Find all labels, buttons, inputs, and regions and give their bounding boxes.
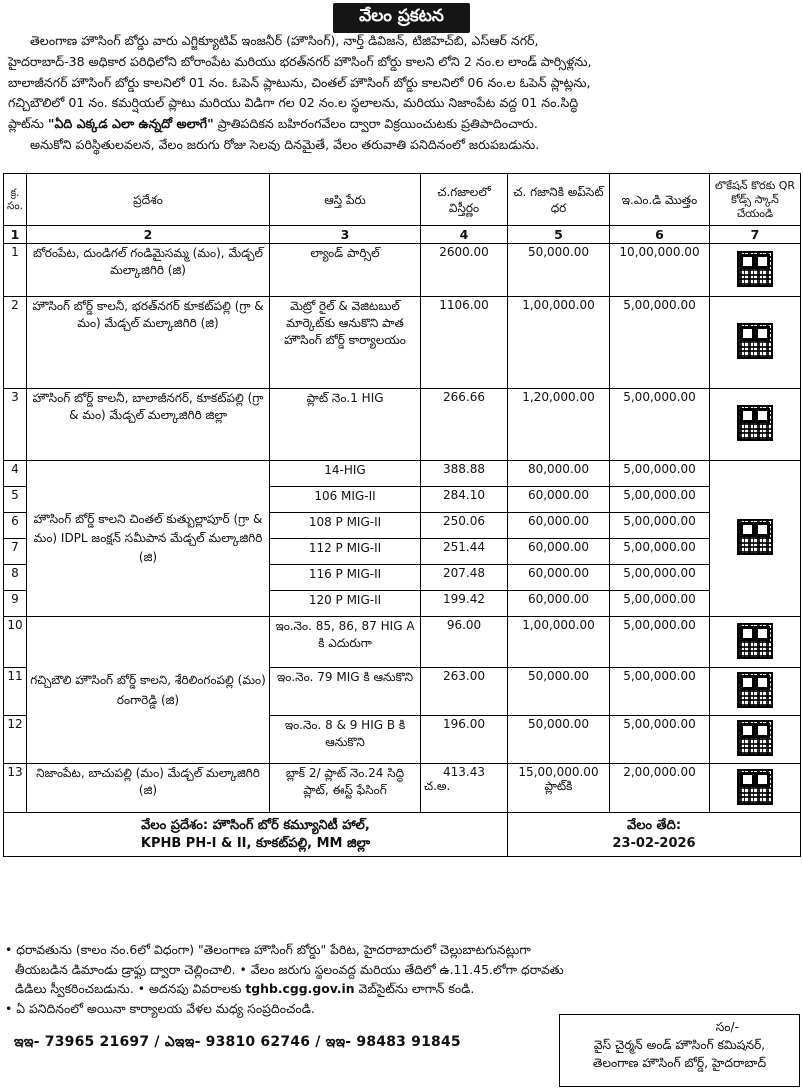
row-emd: 2,00,000.00	[610, 764, 710, 813]
row-sn: 3	[4, 389, 27, 461]
row-upset-price: 1,20,000.00	[508, 389, 610, 461]
row-upset-price: 60,000.00	[508, 539, 610, 565]
location-qr-cell	[710, 461, 801, 617]
location-qr-cell	[710, 244, 801, 297]
intro-line: అనుకోని పరిస్థితులవలన, వేలం జరుగు రోజు సెలవు దినమైతే, వేలం తరువాతి పనిదినంలో జరుపబడును.	[30, 136, 540, 152]
col-number: 3	[270, 226, 421, 244]
col-number: 2	[27, 226, 270, 244]
row-emd: 5,00,000.00	[610, 389, 710, 461]
row-emd: 5,00,000.00	[610, 297, 710, 389]
auction-date-label: వేలం తేది:	[626, 817, 682, 833]
row-sn: 7	[4, 539, 27, 565]
header-row	[4, 174, 801, 226]
row-sn: 8	[4, 565, 27, 591]
row-emd: 5,00,000.00	[610, 716, 710, 764]
intro-line: బాలాజీనగర్ హౌసింగ్ బోర్డు కాలనిలో 01 నం. ఓపెన్ ప్లాటును, చింతల్ హౌసింగ్ బోర్డు కాలనిలో 06 నం.ల ఓపెన్ ప్లాట్లను,	[8, 74, 591, 90]
row-emd: 5,00,000.00	[610, 461, 710, 487]
header-location: ప్రదేశం	[27, 174, 270, 226]
row-property: బ్లాక్ 2/ ప్లాట్ నెం.24 సిద్ధి ప్లాట్, ఈస్ట్ ఫేసింగ్	[270, 764, 421, 813]
intro-line	[8, 114, 795, 135]
intro-line: గచ్చిబౌలిలో 01 నం. కమర్షియల్ ప్లాటు మరియు విడిగా గల 02 నం.ల స్థలాలను, మరియు నిజాంపేట వద్ద 01 నం.సిద్ధి	[8, 95, 579, 111]
row-property: ఇం.నెం. 8 & 9 HIG B కి ఆనుకొని	[270, 716, 421, 764]
auction-date: 23-02-2026	[612, 835, 696, 851]
venue-label: వేలం ప్రదేశం: హౌసింగ్ బోర్ కమ్యూనిటీ హాల్,	[141, 817, 370, 833]
intro-line: తెలంగాణ హౌసింగ్ బోర్డు వారు ఎగ్జిక్యూటివ్ ఇంజనీర్ (హౌసింగ్), నార్త్ డివిజన్, టిజిహెచ్‌బి, ఎస్‌ఆర్ నగర్,	[30, 33, 539, 48]
location-qr-code[interactable]	[737, 519, 773, 555]
row-emd: 5,00,000.00	[610, 487, 710, 513]
row-location: నిజాంపేట, బాచుపల్లి (మం) మేడ్చల్ మల్కాజిగిరి (జి)	[27, 764, 270, 813]
row-sn: 5	[4, 487, 27, 513]
notes	[5, 940, 798, 1018]
header-extent: చ.గజాలలో విస్తీర్ణం	[421, 174, 508, 226]
row-extent: 2600.00	[421, 244, 508, 297]
row-property: 14-HIG	[270, 461, 421, 487]
row-property: 116 P MIG-II	[270, 565, 421, 591]
row-sn: 1	[4, 244, 27, 297]
row-sn: 4	[4, 461, 27, 487]
row-location: హౌసింగ్ బోర్డ్ కాలనీ, బాలాజీనగర్, కూకట్‌పల్లి (గ్రా & మం) మేడ్చల్ మల్కాజిగిరి జిల్లా	[27, 389, 270, 461]
row-extent: 388.88	[421, 461, 508, 487]
row-emd: 5,00,000.00	[610, 591, 710, 617]
header-emd: ఇ.ఎం.డి మొత్తం	[610, 174, 710, 226]
row-extent: 284.10	[421, 487, 508, 513]
table-row	[4, 297, 801, 389]
note-text: డిడిలు స్వీకరించబడును. • అదనపు వివరాలకు	[15, 981, 242, 996]
row-extent: 1106.00	[421, 297, 508, 389]
row-extent: 266.66	[421, 389, 508, 461]
note-line	[5, 979, 798, 999]
location-qr-code[interactable]	[737, 720, 773, 756]
row-upset-price: 60,000.00	[508, 487, 610, 513]
location-qr-code[interactable]	[737, 405, 773, 441]
row-property: 106 MIG-II	[270, 487, 421, 513]
note-line: తీయబడిన డిమాండు డ్రాఫ్టు ద్వారా చెల్లించాలి. • వేలం జరుగు స్థలంవద్ద మరియు తేదిలో ఉ.11.45.లోగా ధరావతు	[15, 961, 564, 977]
notice-title-wrap	[0, 0, 803, 30]
row-extent-cell	[421, 764, 508, 813]
location-qr-code[interactable]	[737, 623, 773, 659]
row-emd: 5,00,000.00	[610, 539, 710, 565]
row-property: 108 P MIG-II	[270, 513, 421, 539]
row-property: 120 P MIG-II	[270, 591, 421, 617]
row-upset-price: 50,000.00	[508, 668, 610, 716]
website-link[interactable]: tghb.cgg.gov.in	[245, 981, 355, 996]
location-qr-cell	[710, 617, 801, 668]
signature-designation: వైస్ చైర్మన్ అండ్ హౌసింగ్ కమిషనర్,	[593, 1038, 766, 1052]
row-upset-price: 15,00,000.00	[518, 765, 599, 779]
row-emd: 5,00,000.00	[610, 617, 710, 668]
venue-row	[4, 813, 801, 857]
row-upset-price: 1,00,000.00	[508, 297, 610, 389]
table-row	[4, 244, 801, 297]
row-upset-price: 80,000.00	[508, 461, 610, 487]
location-qr-code[interactable]	[737, 672, 773, 708]
table-row	[4, 389, 801, 461]
header-sn: క్ర. సం.	[4, 174, 27, 226]
location-qr-cell	[710, 668, 801, 716]
row-emd: 5,00,000.00	[610, 513, 710, 539]
row-sn: 12	[4, 716, 27, 764]
table-row	[4, 764, 801, 813]
header-qr: లొకేషన్ కొరకు QR కోడ్స్ స్కాన్ చేయండి	[710, 174, 801, 226]
row-extent: 196.00	[421, 716, 508, 764]
col-number: 5	[508, 226, 610, 244]
auction-table	[3, 173, 801, 857]
row-location: హౌసింగ్ బోర్డ్ కాలని చింతల్ కుత్బుల్లాపూర్ (గ్రా & మం) IDPL జంక్షన్ సమీపాన మేడ్చల్ మల్కాజిగిరి (జి)	[27, 461, 270, 617]
contact-phones: ఇఇ- 73965 21697 / ఎఇఇ- 93810 62746 / ఇఇ- 98483 91845	[14, 1034, 461, 1050]
header-upset-price: చ. గజానికి అప్‌సెట్ ధర	[508, 174, 610, 226]
row-emd: 5,00,000.00	[610, 565, 710, 591]
row-extent: 199.42	[421, 591, 508, 617]
col-number: 1	[4, 226, 27, 244]
row-property: ల్యాండ్ పార్సిల్	[270, 244, 421, 297]
signature-block	[559, 1014, 800, 1087]
row-upset-unit: ప్లాట్‌కి	[544, 779, 573, 793]
row-sn: 11	[4, 668, 27, 716]
location-qr-code[interactable]	[737, 251, 773, 287]
row-upset-price: 60,000.00	[508, 565, 610, 591]
row-sn: 13	[4, 764, 27, 813]
row-extent: 251.44	[421, 539, 508, 565]
intro-as-is-phrase: "ఏది ఎక్కడ ఎలా ఉన్నదో అలాగే"	[47, 116, 214, 132]
row-upset-price: 60,000.00	[508, 591, 610, 617]
row-location: గచ్చిబౌలి హౌసింగ్ బోర్డ్ కాలని, శేరిలింగంపల్లి (మం) రంగారెడ్డి (జి)	[27, 617, 270, 764]
row-sn: 6	[4, 513, 27, 539]
location-qr-code[interactable]	[737, 769, 773, 805]
column-number-row	[4, 226, 801, 244]
location-qr-cell	[710, 764, 801, 813]
location-qr-cell	[710, 716, 801, 764]
auction-date-cell	[508, 813, 801, 857]
venue-cell	[4, 813, 508, 857]
signature-mark: సం/-	[715, 1020, 739, 1034]
venue-address: KPHB PH-I & II, కూకట్‌పల్లి, MM జిల్లా	[140, 835, 371, 851]
row-upset-price: 1,00,000.00	[508, 617, 610, 668]
row-extent: 250.06	[421, 513, 508, 539]
header-property: ఆస్తి పేరు	[270, 174, 421, 226]
row-property: మెట్రో రైల్ & వెజిటబుల్ మార్కెట్‌కు ఆనుకొని పాత హౌసింగ్ బోర్డ్ కార్యాలయం	[270, 297, 421, 389]
row-upset-cell	[508, 764, 610, 813]
intro-line: హైదరాబాద్-38 అధికార పరిధిలోని బోరాంపేట మరియు భరత్‌నగర్ హౌసింగ్ బోర్డు కాలని లోని 2 నం.ల లాండ్ పార్సిళ్లను,	[8, 53, 592, 69]
col-number: 7	[710, 226, 801, 244]
table-row	[4, 461, 801, 487]
row-property: ప్లాట్ నెం.1 HIG	[270, 389, 421, 461]
row-property: 112 P MIG-II	[270, 539, 421, 565]
row-extent: 263.00	[421, 668, 508, 716]
note-text: వెబ్‌సైట్‌ను లాగాన్ కండి.	[358, 981, 475, 996]
signature-office: తెలంగాణ హౌసింగ్ బోర్డ్, హైదరాబాద్	[592, 1056, 767, 1070]
row-upset-price: 50,000.00	[508, 244, 610, 297]
row-extent: 207.48	[421, 565, 508, 591]
row-property: ఇం.నెం. 85, 86, 87 HIG A కి ఎదురుగా	[270, 617, 421, 668]
location-qr-cell	[710, 389, 801, 461]
table-row	[4, 617, 801, 668]
note-line: • ధరావతును (కాలం నం.6లో విధంగా) "తెలంగాణ హౌసింగ్ బోర్డు" పేరిట, హైదరాబాదులో చెల్లుబాటగునట్లుగా	[5, 942, 531, 957]
row-sn: 9	[4, 591, 27, 617]
row-upset-price: 50,000.00	[508, 716, 610, 764]
col-number: 4	[421, 226, 508, 244]
row-extent-unit: చ.అ.	[424, 779, 451, 793]
location-qr-code[interactable]	[737, 323, 773, 359]
row-emd: 5,00,000.00	[610, 668, 710, 716]
row-emd: 10,00,000.00	[610, 244, 710, 297]
intro-text-part: ప్రాతిపదికన బహిరంగవేలం ద్వారా విక్రయించుటకు ప్రతిపాదించారు.	[217, 116, 538, 132]
note-line: • ఏ పనిదినంలో అయినా కార్యాలయ వేళల మధ్య సంప్రదించండి.	[5, 1000, 315, 1016]
row-sn: 2	[4, 297, 27, 389]
intro-text-part: ప్లాట్‌ను	[8, 116, 44, 132]
row-upset-price: 60,000.00	[508, 513, 610, 539]
row-sn: 10	[4, 617, 27, 668]
row-extent: 413.43	[443, 765, 485, 779]
col-number: 6	[610, 226, 710, 244]
row-property: ఇం.నెం. 79 MIG కి ఆనుకొని	[270, 668, 421, 716]
intro-text	[0, 30, 803, 156]
location-qr-cell	[710, 297, 801, 389]
row-extent: 96.00	[421, 617, 508, 668]
notice-title: వేలం ప్రకటన	[333, 3, 470, 33]
row-location: హౌసింగ్ బోర్డ్ కాలనీ, భరత్‌నగర్ కూకట్‌పల్లి (గ్రా & మం) మేడ్చల్ మల్కాజిగిరి (జి)	[27, 297, 270, 389]
row-location: బోరంపేట, దుండిగల్ గండిమైసమ్మ (మం), మేడ్చల్ మల్కాజిగిరి (జి)	[27, 244, 270, 297]
